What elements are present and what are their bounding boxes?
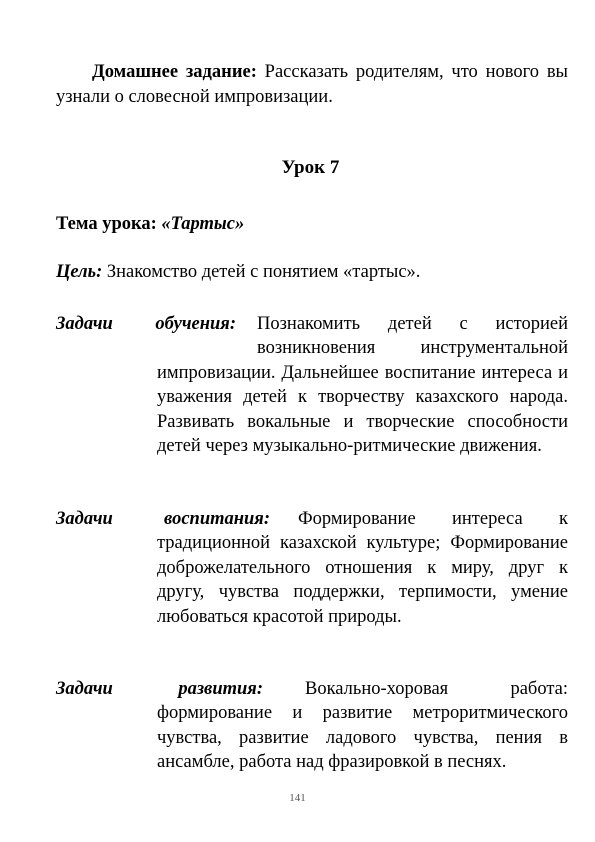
homework-paragraph xyxy=(56,60,568,110)
task-label-word: Задачи xyxy=(56,679,113,699)
task-text: традиционной казахской культуре; Формирование доброжелательного отношения к миру, друг к другу, чувства поддержки, терпимости, умение любоваться красотой природы. xyxy=(157,533,568,627)
task-text: импровизации. Дальнейшее воспитание интереса и уважения детей к творчеству казахского народа. Развивать вокальные и творческие способности детей через музыкально-ритмические движения. xyxy=(157,362,568,457)
task-label xyxy=(56,507,270,531)
task-text: формирование и развитие метроритмического чувства, развитие ладового чувства, пения в ансамбле, работа над фразировкой в песнях. xyxy=(157,703,568,773)
task-label-type: развития: xyxy=(178,679,263,699)
task-development xyxy=(56,677,568,775)
lesson-title-row xyxy=(0,157,595,179)
task-first-line: Познакомить детей с историей возникновения инструментальной xyxy=(257,314,568,359)
task-label-type: обучения: xyxy=(155,314,236,334)
task-learning xyxy=(56,312,568,458)
task-first-line: Формирование интереса к xyxy=(298,509,568,529)
task-upbringing xyxy=(56,507,568,629)
task-label-type: воспитания: xyxy=(164,509,270,529)
topic-value: «Тартыс» xyxy=(161,214,245,234)
homework-label: Домашнее задание: xyxy=(92,62,257,82)
page-number: 141 xyxy=(289,792,306,804)
lesson-title: Урок 7 xyxy=(281,157,340,178)
homework-text: Рассказать родителям, что нового вы узнали о словесной импровизации. xyxy=(56,62,568,107)
task-label xyxy=(56,312,236,336)
task-label-word: Задачи xyxy=(56,509,113,529)
task-label xyxy=(56,677,263,701)
task-first-line: Вокально-хоровая работа: xyxy=(305,679,568,699)
goal-text: Знакомство детей с понятием «тартыс». xyxy=(102,262,421,282)
goal-line xyxy=(56,262,420,283)
goal-label: Цель: xyxy=(56,262,103,282)
topic-label: Тема урока: xyxy=(56,214,157,234)
topic-line xyxy=(56,214,244,235)
task-label-word: Задачи xyxy=(56,314,113,334)
